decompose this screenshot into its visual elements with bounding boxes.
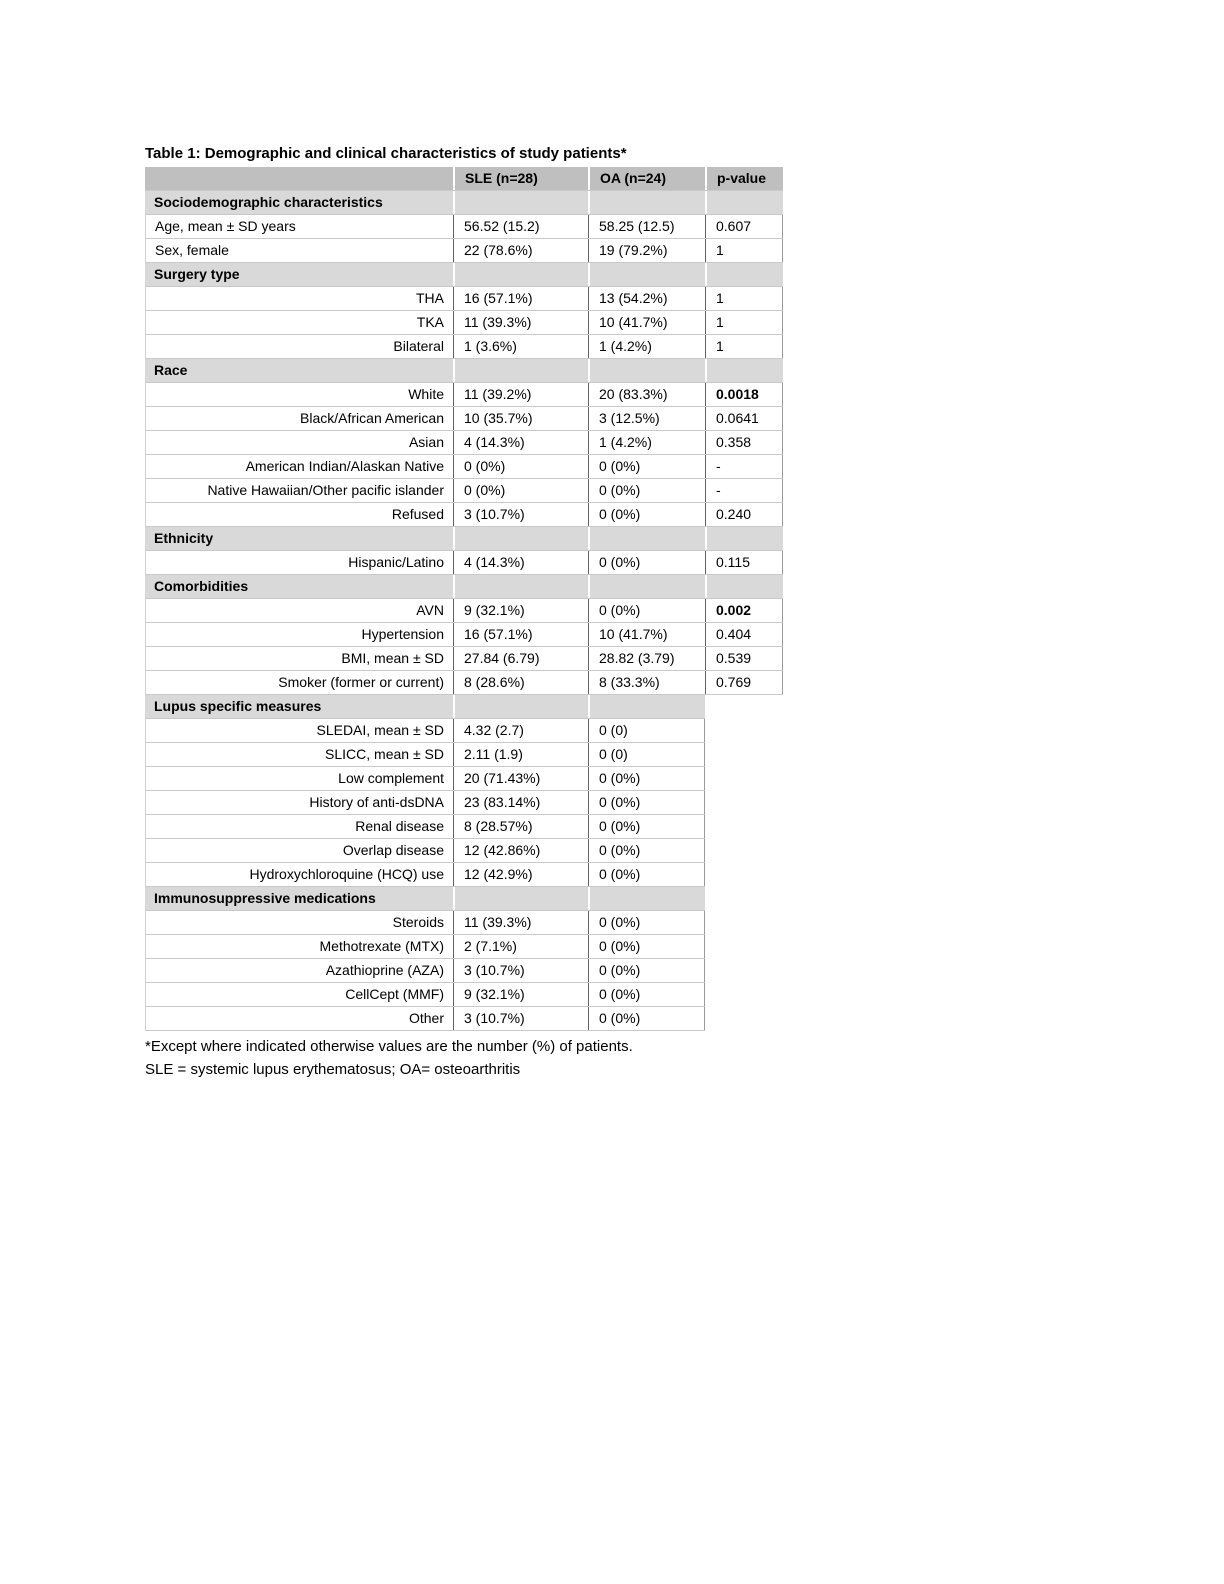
sle-value: 23 (83.14%) [453, 791, 588, 814]
column-header-oa: OA (n=24) [588, 167, 705, 190]
section-title: Race [154, 362, 188, 378]
sle-value: 1 (3.6%) [453, 335, 588, 358]
row-label: Bilateral [145, 335, 453, 358]
oa-value: 0 (0%) [588, 551, 705, 574]
sle-value: 2.11 (1.9) [453, 743, 588, 766]
row-label: Hydroxychloroquine (HCQ) use [145, 863, 453, 886]
header-empty-cell [145, 167, 453, 190]
row-label: Black/African American [145, 407, 453, 430]
sle-value: 4.32 (2.7) [453, 719, 588, 742]
sle-value [453, 695, 588, 718]
oa-value: 0 (0) [588, 743, 705, 766]
row-label: American Indian/Alaskan Native [145, 455, 453, 478]
sle-value: 2 (7.1%) [453, 935, 588, 958]
p-value: 0.115 [705, 551, 783, 574]
p-value: 1 [705, 287, 783, 310]
table-footnotes [145, 1035, 845, 1081]
oa-value: 0 (0%) [588, 911, 705, 934]
p-value: 0.0641 [705, 407, 783, 430]
demographics-table [145, 167, 785, 1031]
sle-value: 16 (57.1%) [453, 287, 588, 310]
row-label: History of anti-dsDNA [145, 791, 453, 814]
table-row [145, 671, 783, 695]
p-value: 0.539 [705, 647, 783, 670]
table-row [145, 647, 783, 671]
row-label: SLICC, mean ± SD [145, 743, 453, 766]
row-label: Refused [145, 503, 453, 526]
oa-value [588, 263, 705, 286]
p-value: 0.0018 [705, 383, 783, 406]
sle-value [453, 527, 588, 550]
oa-value: 8 (33.3%) [588, 671, 705, 694]
sle-value: 3 (10.7%) [453, 503, 588, 526]
column-header-pvalue: p-value [705, 167, 783, 190]
section-row [145, 263, 783, 287]
row-label: AVN [145, 599, 453, 622]
table-row [145, 839, 705, 863]
section-row [145, 527, 783, 551]
oa-value: 0 (0%) [588, 503, 705, 526]
footnote-values: *Except where indicated otherwise values are the number (%) of patients. [145, 1038, 633, 1055]
row-label: Azathioprine (AZA) [145, 959, 453, 982]
section-title: Lupus specific measures [154, 698, 322, 714]
sle-value: 11 (39.2%) [453, 383, 588, 406]
row-label: CellCept (MMF) [145, 983, 453, 1006]
oa-value [588, 887, 705, 910]
table-row [145, 287, 783, 311]
oa-value: 13 (54.2%) [588, 287, 705, 310]
p-value: 0.404 [705, 623, 783, 646]
table-title: Table 1: Demographic and clinical characteristics of study patients* [145, 145, 627, 162]
oa-value: 1 (4.2%) [588, 335, 705, 358]
sle-value [453, 887, 588, 910]
table-row [145, 815, 705, 839]
oa-value: 0 (0%) [588, 815, 705, 838]
row-label: Hispanic/Latino [145, 551, 453, 574]
section-row [145, 887, 705, 911]
row-label: Native Hawaiian/Other pacific islander [145, 479, 453, 502]
p-value: - [705, 455, 783, 478]
oa-value: 0 (0%) [588, 599, 705, 622]
sle-value [453, 263, 588, 286]
section-title: Comorbidities [154, 578, 249, 594]
table-row [145, 407, 783, 431]
p-value [705, 575, 783, 598]
table-row [145, 743, 705, 767]
footnote-abbreviations: SLE = systemic lupus erythematosus; OA= osteoarthritis [145, 1061, 521, 1078]
section-row [145, 575, 783, 599]
oa-value: 0 (0) [588, 719, 705, 742]
sle-value: 12 (42.86%) [453, 839, 588, 862]
section-row [145, 359, 783, 383]
column-header-sle: SLE (n=28) [453, 167, 588, 190]
table-row [145, 623, 783, 647]
row-label: Age, mean ± SD years [145, 215, 453, 238]
row-label: BMI, mean ± SD [145, 647, 453, 670]
oa-value: 19 (79.2%) [588, 239, 705, 262]
table-row [145, 311, 783, 335]
table-row [145, 335, 783, 359]
table-row [145, 935, 705, 959]
oa-value: 0 (0%) [588, 863, 705, 886]
oa-value: 10 (41.7%) [588, 311, 705, 334]
sle-value: 0 (0%) [453, 455, 588, 478]
row-label: Renal disease [145, 815, 453, 838]
sle-value: 22 (78.6%) [453, 239, 588, 262]
document-content [145, 145, 845, 1081]
oa-value [588, 359, 705, 382]
table-row [145, 791, 705, 815]
sle-value: 20 (71.43%) [453, 767, 588, 790]
table-row [145, 503, 783, 527]
sle-value: 56.52 (15.2) [453, 215, 588, 238]
row-label: Steroids [145, 911, 453, 934]
table-row [145, 599, 783, 623]
oa-value: 0 (0%) [588, 767, 705, 790]
p-value: 0.607 [705, 215, 783, 238]
table-row [145, 1007, 705, 1031]
sle-value: 0 (0%) [453, 479, 588, 502]
section-row [145, 191, 783, 215]
row-label: Overlap disease [145, 839, 453, 862]
section-row [145, 695, 705, 719]
section-title: Sociodemographic characteristics [154, 194, 383, 210]
oa-value: 28.82 (3.79) [588, 647, 705, 670]
table-row [145, 551, 783, 575]
sle-value: 11 (39.3%) [453, 911, 588, 934]
row-label: SLEDAI, mean ± SD [145, 719, 453, 742]
p-value [705, 359, 783, 382]
table-row [145, 719, 705, 743]
oa-value: 58.25 (12.5) [588, 215, 705, 238]
oa-value: 1 (4.2%) [588, 431, 705, 454]
oa-value: 0 (0%) [588, 479, 705, 502]
section-title: Immunosuppressive medications [154, 890, 376, 906]
p-value: 1 [705, 311, 783, 334]
section-title: Ethnicity [154, 530, 214, 546]
sle-value: 10 (35.7%) [453, 407, 588, 430]
oa-value: 0 (0%) [588, 1007, 705, 1030]
sle-value: 8 (28.57%) [453, 815, 588, 838]
table-row [145, 911, 705, 935]
sle-value: 12 (42.9%) [453, 863, 588, 886]
row-label: Sex, female [145, 239, 453, 262]
sle-value [453, 191, 588, 214]
p-value: 1 [705, 335, 783, 358]
oa-value: 0 (0%) [588, 935, 705, 958]
sle-value [453, 359, 588, 382]
table-row [145, 983, 705, 1007]
p-value: 0.769 [705, 671, 783, 694]
row-label: Asian [145, 431, 453, 454]
sle-value: 9 (32.1%) [453, 983, 588, 1006]
p-value: 0.240 [705, 503, 783, 526]
p-value [705, 527, 783, 550]
table-row [145, 479, 783, 503]
row-label: TKA [145, 311, 453, 334]
p-value: - [705, 479, 783, 502]
sle-value: 4 (14.3%) [453, 551, 588, 574]
table-row [145, 383, 783, 407]
p-value: 0.358 [705, 431, 783, 454]
table-header-row [145, 167, 783, 191]
row-label: White [145, 383, 453, 406]
table-row [145, 455, 783, 479]
sle-value: 27.84 (6.79) [453, 647, 588, 670]
oa-value: 0 (0%) [588, 791, 705, 814]
p-value [705, 191, 783, 214]
table-row [145, 767, 705, 791]
table-row [145, 239, 783, 263]
row-label: Other [145, 1007, 453, 1030]
table-row [145, 215, 783, 239]
table-row [145, 959, 705, 983]
sle-value: 3 (10.7%) [453, 1007, 588, 1030]
row-label: Smoker (former or current) [145, 671, 453, 694]
sle-value [453, 575, 588, 598]
sle-value: 8 (28.6%) [453, 671, 588, 694]
row-label: THA [145, 287, 453, 310]
p-value: 0.002 [705, 599, 783, 622]
oa-value: 0 (0%) [588, 959, 705, 982]
sle-value: 3 (10.7%) [453, 959, 588, 982]
table-body [145, 191, 785, 1031]
table-row [145, 431, 783, 455]
row-label: Hypertension [145, 623, 453, 646]
oa-value [588, 695, 705, 718]
sle-value: 16 (57.1%) [453, 623, 588, 646]
oa-value: 10 (41.7%) [588, 623, 705, 646]
oa-value: 0 (0%) [588, 983, 705, 1006]
sle-value: 11 (39.3%) [453, 311, 588, 334]
sle-value: 4 (14.3%) [453, 431, 588, 454]
table-row [145, 863, 705, 887]
oa-value: 0 (0%) [588, 839, 705, 862]
row-label: Low complement [145, 767, 453, 790]
section-title: Surgery type [154, 266, 240, 282]
p-value [705, 263, 783, 286]
oa-value: 0 (0%) [588, 455, 705, 478]
sle-value: 9 (32.1%) [453, 599, 588, 622]
oa-value [588, 527, 705, 550]
oa-value [588, 575, 705, 598]
p-value: 1 [705, 239, 783, 262]
row-label: Methotrexate (MTX) [145, 935, 453, 958]
oa-value [588, 191, 705, 214]
oa-value: 3 (12.5%) [588, 407, 705, 430]
oa-value: 20 (83.3%) [588, 383, 705, 406]
